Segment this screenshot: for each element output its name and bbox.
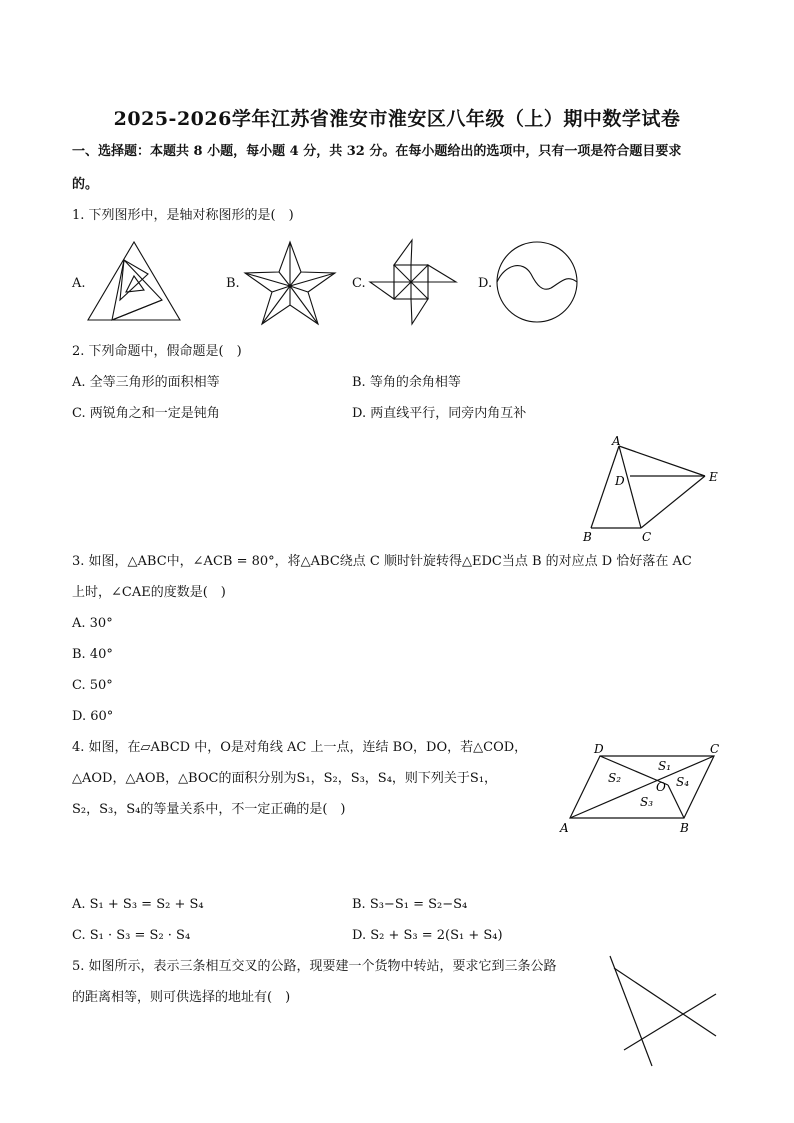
q4-stem-line2: △AOD，△AOB，△BOC的面积分别为S₁，S₂，S₃，S₄，则下列关于S₁，: [72, 771, 498, 786]
q2-option-a: A. 全等三角形的面积相等: [72, 375, 220, 390]
q4-label-c: C: [710, 742, 720, 756]
q4-option-b: B. S₃−S₁ = S₂−S₄: [352, 897, 468, 912]
q4-label-s3: S₃: [640, 795, 654, 809]
q1-option-c-label: C.: [352, 276, 366, 291]
q4-label-s1: S₁: [658, 759, 672, 773]
q2-option-c: C. 两锐角之和一定是钝角: [72, 406, 220, 421]
page-title: 2025-2026学年江苏省淮安市淮安区八年级（上）期中数学试卷: [113, 108, 681, 130]
section-heading-line1: 一、选择题：本题共 8 小题，每小题 4 分，共 32 分。在每小题给出的选项中，只有一项是符合题目要求: [72, 144, 682, 159]
q3-label-b: B: [583, 530, 592, 544]
q1-figure-a: [86, 240, 182, 324]
q2-option-d: D. 两直线平行，同旁内角互补: [352, 406, 527, 421]
q4-label-b: B: [680, 821, 689, 835]
q4-label-a: A: [560, 821, 569, 835]
q3-figure: [580, 434, 730, 546]
q2-stem: 2. 下列命题中，假命题是( ): [72, 344, 242, 359]
q3-option-b: B. 40°: [72, 647, 113, 662]
q5-stem-line2: 的距离相等，则可供选择的地址有( ): [72, 990, 291, 1005]
q4-option-d: D. S₂ + S₃ = 2(S₁ + S₄): [352, 928, 503, 943]
q4-option-c: C. S₁ · S₃ = S₂ · S₄: [72, 928, 191, 943]
q3-label-e: E: [709, 470, 718, 484]
q3-option-c: C. 50°: [72, 678, 113, 693]
q4-option-a: A. S₁ + S₃ = S₂ + S₄: [72, 897, 204, 912]
q5-figure: [604, 954, 724, 1070]
q1-option-d-label: D.: [478, 276, 493, 291]
q3-label-d: D: [615, 474, 625, 488]
q3-label-c: C: [642, 530, 652, 544]
q4-label-s4: S₄: [676, 775, 690, 789]
q3-stem-line1: 3. 如图，△ABC中，∠ACB = 80°，将△ABC绕点 C 顺时针旋转得△EDC当点 B 的对应点 D 恰好落在 AC: [72, 554, 692, 569]
q4-figure: [558, 740, 728, 836]
section-heading-line2: 的。: [72, 177, 99, 192]
q4-stem-line1: 4. 如图，在▱ABCD 中，O是对角线 AC 上一点，连结 BO，DO，若△COD，: [72, 740, 528, 755]
q1-figure-c: [368, 238, 458, 326]
q5-stem-line1: 5. 如图所示，表示三条相互交叉的公路，现要建一个货物中转站，要求它到三条公路: [72, 959, 557, 974]
q4-stem-line3: S₂，S₃，S₄的等量关系中，不一定正确的是( ): [72, 802, 346, 817]
q1-figure-b: [243, 240, 337, 326]
q1-option-a-label: A.: [72, 276, 86, 291]
q4-label-s2: S₂: [608, 771, 622, 785]
q1-stem: 1. 下列图形中，是轴对称图形的是( ): [72, 208, 294, 223]
q4-label-o: O: [656, 780, 666, 794]
q3-option-d: D. 60°: [72, 709, 114, 724]
q4-label-d: D: [594, 742, 604, 756]
q1-figure-d: [495, 240, 579, 324]
q3-option-a: A. 30°: [72, 616, 113, 631]
q3-label-a: A: [612, 434, 621, 448]
q1-option-b-label: B.: [226, 276, 240, 291]
q3-stem-line2: 上时，∠CAE的度数是( ): [72, 585, 226, 600]
q2-option-b: B. 等角的余角相等: [352, 375, 461, 390]
